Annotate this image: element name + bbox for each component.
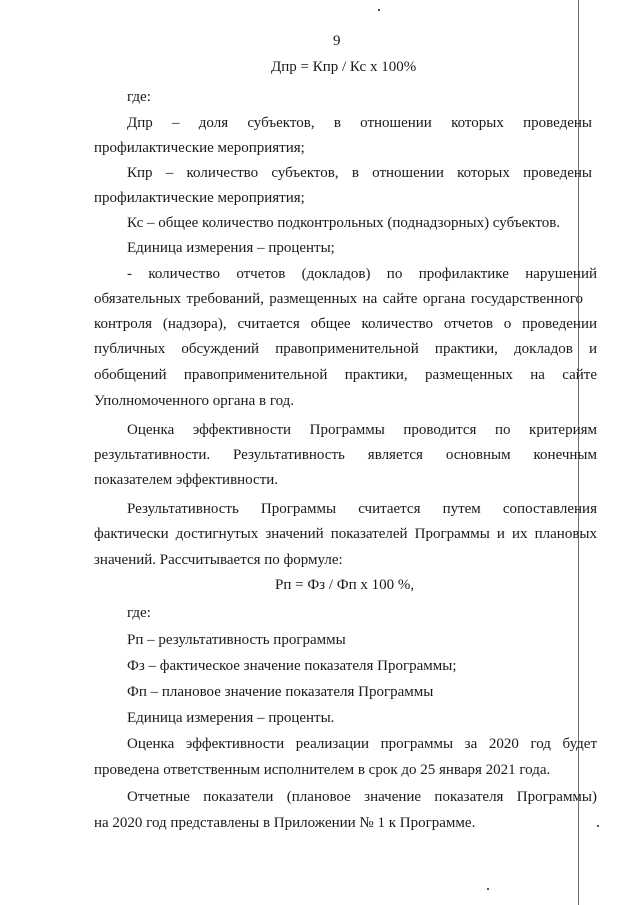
indicators-line: на 2020 год представлены в Приложении № 1 к Программе. bbox=[94, 815, 476, 831]
result-paragraph-line: фактически достигнутых значений показателей Программы и их плановых bbox=[94, 526, 597, 542]
result-paragraph-line: Результативность Программы считается путем сопоставления bbox=[127, 501, 597, 517]
formula-dpr: Дпр = Кпр / Кс х 100% bbox=[271, 59, 417, 75]
result-paragraph-line: значений. Рассчитывается по формуле: bbox=[94, 552, 343, 568]
dpr-definition-line: Дпр – доля субъектов, в отношении которых проведены bbox=[127, 115, 592, 131]
assessment-paragraph-line: результативности. Результативность является основным конечным bbox=[94, 447, 597, 463]
unit-line: Единица измерения – проценты. bbox=[127, 710, 335, 726]
scan-speck bbox=[378, 9, 380, 11]
evaluation-2020-line: проведена ответственным исполнителем в срок до 25 января 2021 года. bbox=[94, 762, 551, 778]
reports-paragraph-line: - количество отчетов (докладов) по профилактике нарушений bbox=[127, 266, 597, 282]
fp-definition-line: Фп – плановое значение показателя Программы bbox=[127, 684, 434, 700]
dpr-definition-line: профилактические мероприятия; bbox=[94, 140, 305, 156]
unit-line: Единица измерения – проценты; bbox=[127, 240, 335, 256]
fz-definition-line: Фз – фактическое значение показателя Программы; bbox=[127, 658, 457, 674]
scan-speck bbox=[487, 888, 489, 890]
assessment-paragraph-line: показателем эффективности. bbox=[94, 472, 279, 488]
where-label: где: bbox=[127, 605, 151, 621]
reports-paragraph-line: Уполномоченного органа в год. bbox=[94, 393, 295, 409]
reports-paragraph-line: обобщений правоприменительной практики, размещенных на сайте bbox=[94, 367, 597, 383]
reports-paragraph-line: обязательных требований, размещенных на сайте органа государственного bbox=[94, 291, 583, 307]
assessment-paragraph-line: Оценка эффективности Программы проводится по критериям bbox=[127, 422, 597, 438]
where-label: где: bbox=[127, 89, 151, 105]
formula-rp: Рп = Фз / Фп х 100 %, bbox=[275, 577, 415, 593]
reports-paragraph-line: контроля (надзора), считается общее количество отчетов о проведении bbox=[94, 316, 597, 332]
page-number: 9 bbox=[333, 33, 341, 49]
ks-definition-line: Кс – общее количество подконтрольных (поднадзорных) субъектов. bbox=[127, 215, 561, 231]
scan-speck bbox=[597, 825, 599, 827]
kpr-definition-line: профилактические мероприятия; bbox=[94, 190, 305, 206]
indicators-line: Отчетные показатели (плановое значение показателя Программы) bbox=[127, 789, 597, 805]
kpr-definition-line: Кпр – количество субъектов, в отношении которых проведены bbox=[127, 165, 592, 181]
evaluation-2020-line: Оценка эффективности реализации программы за 2020 год будет bbox=[127, 736, 597, 752]
rp-definition-line: Рп – результативность программы bbox=[127, 632, 346, 648]
reports-paragraph-line: публичных обсуждений правоприменительной практики, докладов и bbox=[94, 341, 597, 357]
